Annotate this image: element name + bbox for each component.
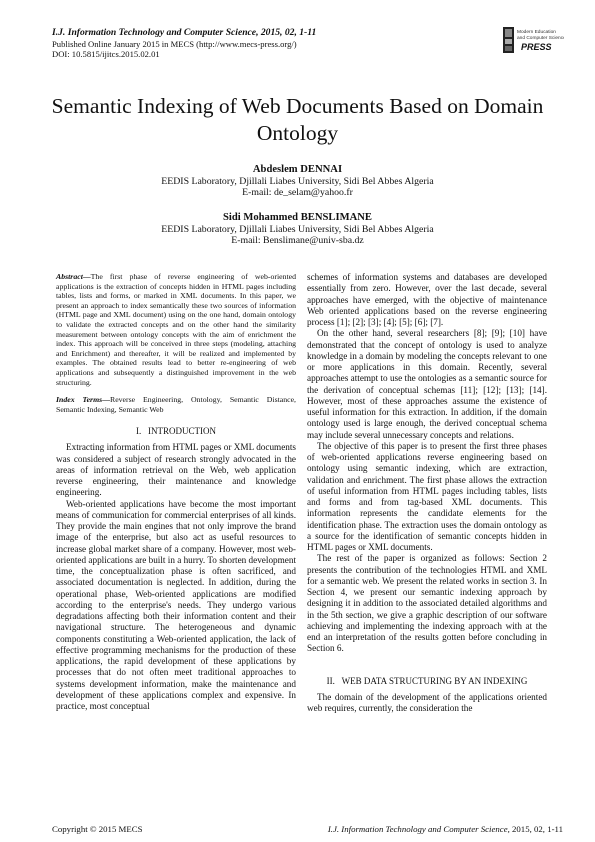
logo-mark: PRESS [521, 42, 552, 52]
author-email: E-mail: Benslimane@univ-sba.dz [231, 235, 364, 247]
section-title-part: W [341, 675, 351, 686]
section-number: I. [136, 426, 142, 437]
journal-line: I.J. Information Technology and Computer Science, 2015, 02, 1-11 [52, 27, 317, 38]
paragraph: The rest of the paper is organized as follows: Section 2 presents the contribution of the technologies HTML and XML for a semantic web. We present the related works in section 3. In Section 4, we present our semantic indexing approach by designing it in addition to the associated detailed algorithms and in the 5th section, we give a graphic description of our software achieving and implementing the indexing approach with at the end an interpretation of the results gotten before concluding in Section 6. [307, 553, 547, 654]
doi-line: DOI: 10.5815/ijitcs.2015.02.01 [52, 49, 160, 59]
section-title-rest: NTRODUCTION [151, 426, 216, 437]
author-name: Sidi Mohammed BENSLIMANE [223, 212, 372, 223]
published-line: Published Online January 2015 in MECS (http://www.mecs-press.org/) [52, 39, 297, 49]
author-block-2 [0, 212, 595, 247]
author-affiliation: EEDIS Laboratory, Djillali Liabes University, Sidi Bel Abbes Algeria [161, 223, 434, 235]
section-heading-introduction [56, 425, 296, 437]
paragraph: The objective of this paper is to present the first three phases of web-oriented applications reverse engineering based on ontology using semantic indexing, which are extraction, validation and enrichment. The first phase allows the extraction of useful information from HTML pages including tables, lists and forms and from tag-based XML documents. This information represents the candidate elements for the identification phase. The extraction uses the domain ontology as a source for the identification of semantic concepts hidden in HTML pages or XML documents. [307, 440, 547, 552]
section-heading-web-data [307, 675, 547, 687]
footer-copyright: Copyright © 2015 MECS [52, 824, 143, 834]
abstract-label: Abstract— [56, 272, 91, 281]
mecs-logo-icon [502, 23, 564, 63]
publisher-logo [502, 23, 564, 63]
paragraph: The domain of the development of the applications oriented web requires, currently, the consideration the [307, 691, 547, 713]
paper-title: Semantic Indexing of Web Documents Based on Domain Ontology [51, 94, 544, 145]
abstract [56, 272, 296, 387]
right-column [307, 272, 547, 714]
index-terms-label: Index Terms— [56, 395, 110, 405]
footer-issue: 2015, 02, 1-11 [509, 824, 563, 834]
index-terms [56, 395, 296, 414]
section-title-part: EB [350, 675, 364, 686]
journal-header [52, 27, 522, 59]
author-name: Abdeslem DENNAI [252, 164, 343, 175]
logo-line2: and Computer Science [517, 36, 564, 41]
section-title-part: ATA [370, 675, 389, 686]
paragraph: Web-oriented applications have become the most important means of communication for commercial enterprises of all kinds. They provide the main engines that not only improve the brand image of the enterprise, but also act as useful resources to increase global market share of a company. However, most web-oriented applications are built in a hurry. To shorten development time, the conceptualization phase is often sacrificed, and associated documentation is neglected. In addition, during the operational phase, Web-oriented applications are modified according to the enterprise's needs. They undergo various degradations affecting both their information content and their navigational structure. The heterogeneous and dynamic components constituting a Web-oriented application, the lack of effective programming mechanisms for the production of these applications, the rapid development of these applications by processes that do not often meet traditional approaches to systems development information, make the maintenance and development of these applications complex and expensive. In practice, most conceptual [56, 498, 296, 712]
section-title-part: S [388, 675, 394, 686]
section-title-part: D [363, 675, 371, 686]
index-terms-text: Reverse Engineering, Ontology, Semantic Distance, Semantic Indexing, Semantic Web [56, 395, 297, 414]
section-title-part: NDEXING [486, 675, 528, 686]
author-affiliation: EEDIS Laboratory, Djillali Liabes University, Sidi Bel Abbes Algeria [161, 175, 434, 187]
footer-journal [328, 824, 563, 834]
abstract-text: The first phase of reverse engineering of web-oriented applications is the extraction of concepts hidden in HTML pages including tables, lists and forms, or marked in XML documents. In this paper, we present an approach to index semantically these two sources of information (HTML page and XML document) using on the one hand, domain ontology to validate the extracted concepts and on the other hand the similarity measurement between ontology concepts with the aim of enrichment the index. This approach will be conceived in three steps (modeling, attaching and Enrichment) and thereafter, it will be realized and implemented by examples. The obtained results lead to better re-engineering of web applications and subsequently a distinguished improvement in the web structuring. [56, 272, 296, 387]
paragraph: Extracting information from HTML pages or XML documents was considered a subject of research strongly advocated in the areas of information retrieval on the Web, web application reverse engineering, their maintenance and knowledge engineering. [56, 442, 296, 498]
paragraph: schemes of information systems and databases are developed essentially from zero. However, over the last decade, several approaches have emerged, with the objective of maintenance Web oriented applications based on the reverse engineering process [1]; [2]; [3]; [4]; [5]; [6]; [7]. [307, 272, 547, 327]
author-block-1 [0, 164, 595, 199]
left-column [56, 272, 296, 712]
section-number: II. [326, 675, 335, 686]
author-email: E-mail: de_selam@yahoo.fr [242, 187, 353, 199]
section-title-initial: I [148, 426, 151, 437]
section-title-part: TRUCTURING BY AN [393, 675, 484, 686]
footer-journal-name: I.J. Information Technology and Computer Science, [327, 824, 510, 834]
logo-line1: Modern Education [517, 30, 556, 35]
section-title-part: I [483, 675, 487, 686]
paragraph: On the other hand, several researchers [8]; [9]; [10] have demonstrated that the concept of ontology is used to analyze knowledge in a domain by modeling the concepts relevant to one or more applications in this domain. Recently, several approaches attempt to use the ontologies as a semantic source for the derivation of conceptual schemas [11]; [12]; [13]; [14]. However, most of these approaches assume the existence of useful information for this extraction. In addition, if the domain ontology used is large enough, the derived conceptual schema may include several unnecessary concepts and relations. [307, 328, 547, 440]
